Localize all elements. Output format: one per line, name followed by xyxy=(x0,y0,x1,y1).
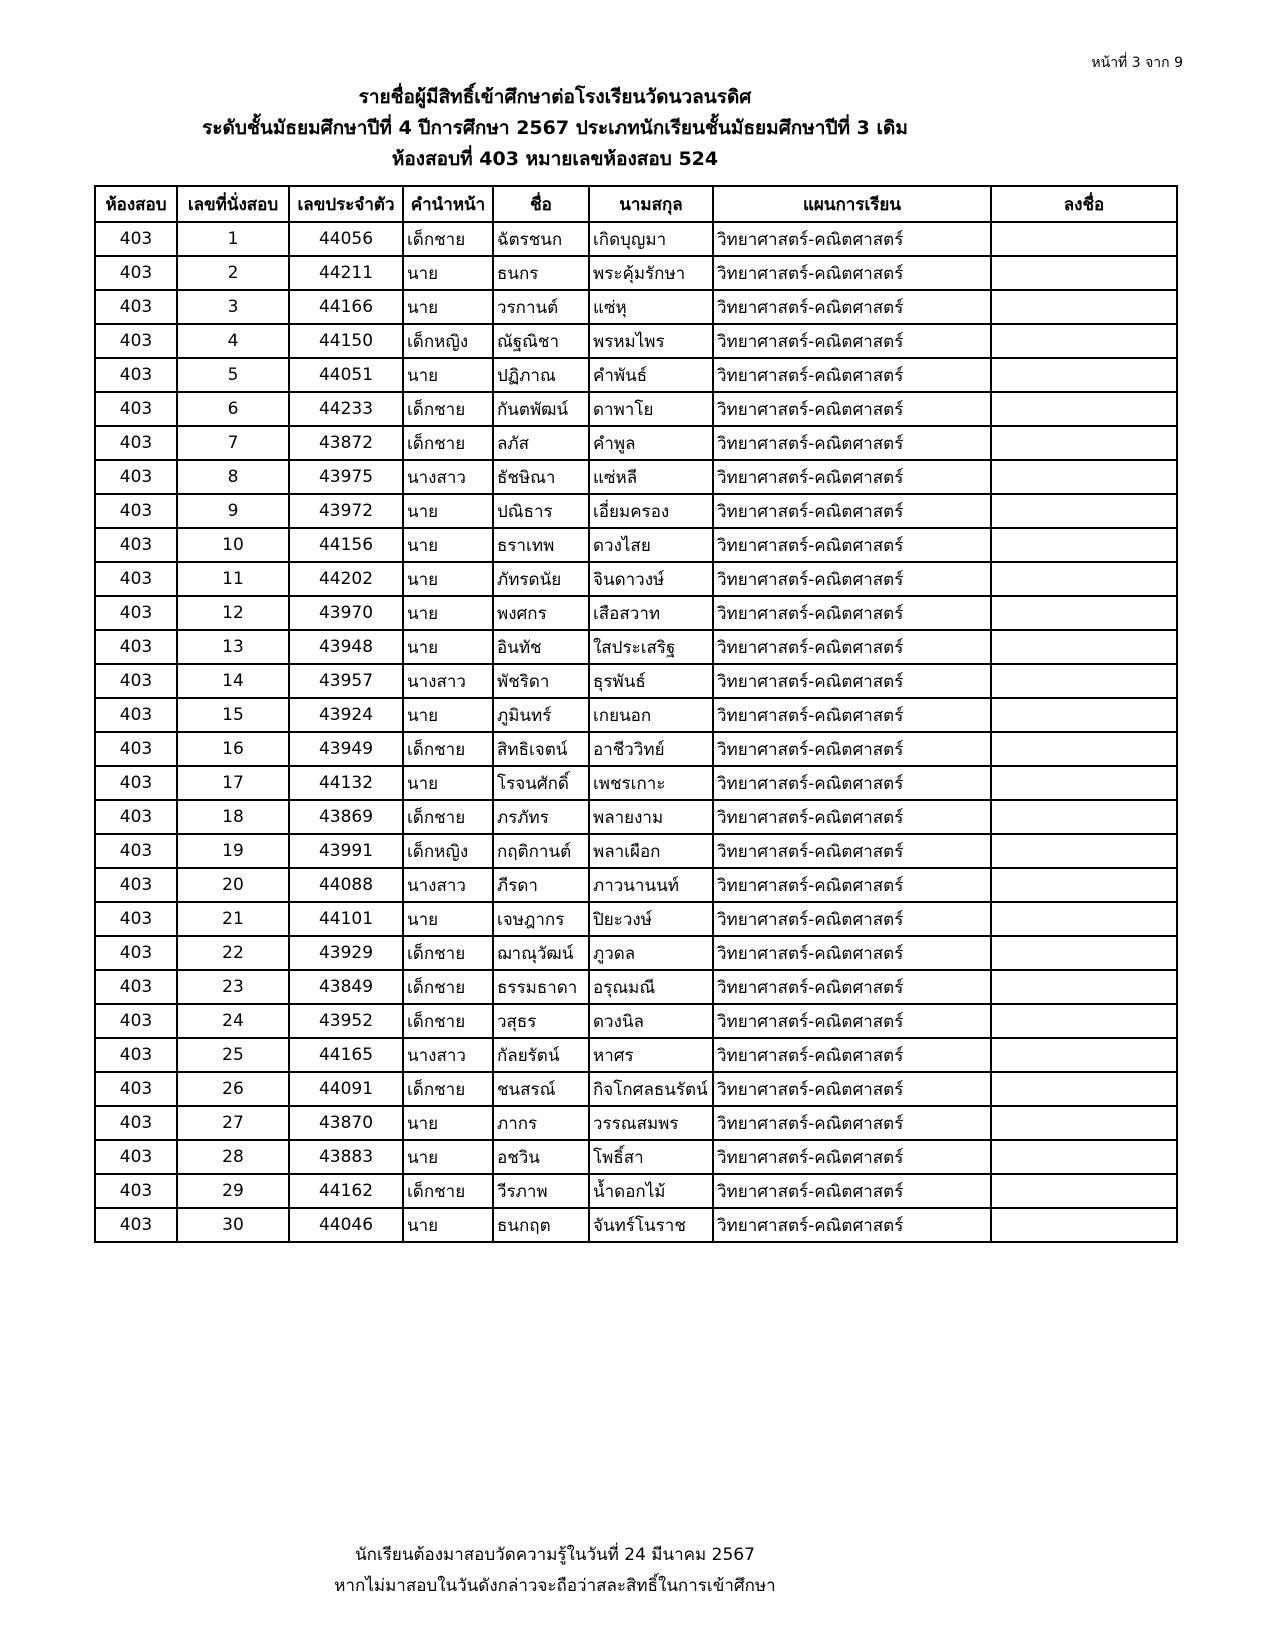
cell-seat-number: 2 xyxy=(177,256,289,290)
cell-signature xyxy=(991,494,1177,528)
cell-signature xyxy=(991,290,1177,324)
cell-study-plan: วิทยาศาสตร์-คณิตศาสตร์ xyxy=(713,868,991,902)
cell-signature xyxy=(991,1038,1177,1072)
cell-study-plan: วิทยาศาสตร์-คณิตศาสตร์ xyxy=(713,358,991,392)
cell-signature xyxy=(991,800,1177,834)
cell-first-name: ปฏิภาณ xyxy=(493,358,589,392)
table-row xyxy=(95,494,1177,528)
cell-first-name: ลภัส xyxy=(493,426,589,460)
cell-first-name: พัชริดา xyxy=(493,664,589,698)
cell-signature xyxy=(991,902,1177,936)
cell-prefix: นาย xyxy=(403,902,493,936)
cell-signature xyxy=(991,732,1177,766)
cell-seat-number: 19 xyxy=(177,834,289,868)
cell-last-name: เสือสวาท xyxy=(589,596,713,630)
cell-prefix: เด็กชาย xyxy=(403,1072,493,1106)
cell-student-id: 44162 xyxy=(289,1174,403,1208)
cell-exam-room: 403 xyxy=(95,834,177,868)
cell-first-name: ภรภัทร xyxy=(493,800,589,834)
cell-signature xyxy=(991,392,1177,426)
cell-exam-room: 403 xyxy=(95,392,177,426)
cell-seat-number: 5 xyxy=(177,358,289,392)
cell-seat-number: 29 xyxy=(177,1174,289,1208)
cell-prefix: เด็กชาย xyxy=(403,800,493,834)
cell-last-name: เอี่ยมครอง xyxy=(589,494,713,528)
cell-signature xyxy=(991,766,1177,800)
cell-prefix: นาย xyxy=(403,766,493,800)
cell-first-name: ชนสรณ์ xyxy=(493,1072,589,1106)
cell-seat-number: 1 xyxy=(177,222,289,256)
cell-seat-number: 15 xyxy=(177,698,289,732)
cell-study-plan: วิทยาศาสตร์-คณิตศาสตร์ xyxy=(713,630,991,664)
cell-last-name: ธุรพันธ์ xyxy=(589,664,713,698)
table-row xyxy=(95,596,1177,630)
cell-student-id: 44046 xyxy=(289,1208,403,1242)
cell-prefix: เด็กชาย xyxy=(403,426,493,460)
cell-first-name: ธนกฤต xyxy=(493,1208,589,1242)
header-student-id: เลขประจำตัว xyxy=(289,186,403,222)
document-subtitle: ระดับชั้นมัธยมศึกษาปีที่ 4 ปีการศึกษา 2567 ประเภทนักเรียนชั้นมัธยมศึกษาปีที่ 3 เดิม xyxy=(202,117,908,139)
cell-last-name: ดวงไสย xyxy=(589,528,713,562)
table-row xyxy=(95,222,1177,256)
cell-first-name: ภากร xyxy=(493,1106,589,1140)
cell-seat-number: 4 xyxy=(177,324,289,358)
footer-forfeit-note: หากไม่มาสอบในวันดังกล่าวจะถือว่าสละสิทธิ์ในการเข้าศึกษา xyxy=(334,1576,776,1596)
cell-study-plan: วิทยาศาสตร์-คณิตศาสตร์ xyxy=(713,1208,991,1242)
cell-student-id: 43870 xyxy=(289,1106,403,1140)
cell-last-name: พลายงาม xyxy=(589,800,713,834)
cell-exam-room: 403 xyxy=(95,494,177,528)
cell-student-id: 43869 xyxy=(289,800,403,834)
header-seat-number: เลขที่นั่งสอบ xyxy=(177,186,289,222)
cell-student-id: 44056 xyxy=(289,222,403,256)
cell-signature xyxy=(991,630,1177,664)
cell-study-plan: วิทยาศาสตร์-คณิตศาสตร์ xyxy=(713,936,991,970)
cell-first-name: เจษฎากร xyxy=(493,902,589,936)
table-row xyxy=(95,1208,1177,1242)
table-row xyxy=(95,324,1177,358)
cell-study-plan: วิทยาศาสตร์-คณิตศาสตร์ xyxy=(713,970,991,1004)
cell-first-name: กัลยรัตน์ xyxy=(493,1038,589,1072)
cell-student-id: 43957 xyxy=(289,664,403,698)
cell-prefix: นาย xyxy=(403,1106,493,1140)
cell-student-id: 43849 xyxy=(289,970,403,1004)
cell-last-name: ภาวนานนท์ xyxy=(589,868,713,902)
cell-exam-room: 403 xyxy=(95,324,177,358)
cell-signature xyxy=(991,970,1177,1004)
cell-first-name: ภูมินทร์ xyxy=(493,698,589,732)
cell-study-plan: วิทยาศาสตร์-คณิตศาสตร์ xyxy=(713,664,991,698)
cell-last-name: หาศร xyxy=(589,1038,713,1072)
cell-seat-number: 3 xyxy=(177,290,289,324)
cell-signature xyxy=(991,562,1177,596)
cell-exam-room: 403 xyxy=(95,698,177,732)
cell-seat-number: 23 xyxy=(177,970,289,1004)
cell-last-name: ปิยะวงษ์ xyxy=(589,902,713,936)
table-body xyxy=(95,222,1177,1242)
cell-student-id: 43972 xyxy=(289,494,403,528)
cell-prefix: นางสาว xyxy=(403,1038,493,1072)
cell-exam-room: 403 xyxy=(95,630,177,664)
table-row xyxy=(95,256,1177,290)
table-row xyxy=(95,630,1177,664)
cell-exam-room: 403 xyxy=(95,732,177,766)
cell-signature xyxy=(991,460,1177,494)
cell-seat-number: 13 xyxy=(177,630,289,664)
cell-last-name: อรุณมณี xyxy=(589,970,713,1004)
cell-exam-room: 403 xyxy=(95,290,177,324)
cell-last-name: ใสประเสริฐ xyxy=(589,630,713,664)
cell-prefix: นาย xyxy=(403,698,493,732)
cell-first-name: วสุธร xyxy=(493,1004,589,1038)
header-prefix: คำนำหน้า xyxy=(403,186,493,222)
cell-prefix: นาย xyxy=(403,596,493,630)
header-signature: ลงชื่อ xyxy=(991,186,1177,222)
table-row xyxy=(95,528,1177,562)
cell-signature xyxy=(991,426,1177,460)
cell-first-name: กฤติกานต์ xyxy=(493,834,589,868)
cell-study-plan: วิทยาศาสตร์-คณิตศาสตร์ xyxy=(713,596,991,630)
cell-study-plan: วิทยาศาสตร์-คณิตศาสตร์ xyxy=(713,800,991,834)
cell-exam-room: 403 xyxy=(95,1004,177,1038)
table-row xyxy=(95,1106,1177,1140)
cell-student-id: 43924 xyxy=(289,698,403,732)
cell-prefix: นาย xyxy=(403,1208,493,1242)
cell-student-id: 43975 xyxy=(289,460,403,494)
table-row xyxy=(95,970,1177,1004)
cell-student-id: 44051 xyxy=(289,358,403,392)
cell-study-plan: วิทยาศาสตร์-คณิตศาสตร์ xyxy=(713,324,991,358)
cell-first-name: วีรภาพ xyxy=(493,1174,589,1208)
cell-student-id: 44132 xyxy=(289,766,403,800)
cell-signature xyxy=(991,834,1177,868)
cell-prefix: นางสาว xyxy=(403,664,493,698)
cell-last-name: น้ำดอกไม้ xyxy=(589,1174,713,1208)
cell-seat-number: 24 xyxy=(177,1004,289,1038)
cell-prefix: นาย xyxy=(403,528,493,562)
cell-seat-number: 8 xyxy=(177,460,289,494)
cell-student-id: 43948 xyxy=(289,630,403,664)
cell-first-name: ธราเทพ xyxy=(493,528,589,562)
cell-exam-room: 403 xyxy=(95,1038,177,1072)
table-row xyxy=(95,392,1177,426)
cell-prefix: เด็กชาย xyxy=(403,222,493,256)
cell-study-plan: วิทยาศาสตร์-คณิตศาสตร์ xyxy=(713,698,991,732)
cell-seat-number: 14 xyxy=(177,664,289,698)
cell-last-name: กิจโกศลธนรัตน์ xyxy=(589,1072,713,1106)
table-row xyxy=(95,1140,1177,1174)
cell-seat-number: 30 xyxy=(177,1208,289,1242)
cell-student-id: 43949 xyxy=(289,732,403,766)
cell-signature xyxy=(991,358,1177,392)
cell-last-name: แซ่หลี xyxy=(589,460,713,494)
cell-prefix: เด็กชาย xyxy=(403,936,493,970)
cell-prefix: เด็กชาย xyxy=(403,1174,493,1208)
cell-first-name: อชวิน xyxy=(493,1140,589,1174)
cell-student-id: 44101 xyxy=(289,902,403,936)
cell-last-name: แซ่หุ xyxy=(589,290,713,324)
cell-first-name: ปณิธาร xyxy=(493,494,589,528)
table-row xyxy=(95,902,1177,936)
cell-signature xyxy=(991,324,1177,358)
cell-study-plan: วิทยาศาสตร์-คณิตศาสตร์ xyxy=(713,902,991,936)
cell-study-plan: วิทยาศาสตร์-คณิตศาสตร์ xyxy=(713,290,991,324)
cell-exam-room: 403 xyxy=(95,766,177,800)
cell-last-name: วรรณสมพร xyxy=(589,1106,713,1140)
cell-first-name: พงศกร xyxy=(493,596,589,630)
cell-exam-room: 403 xyxy=(95,426,177,460)
cell-exam-room: 403 xyxy=(95,528,177,562)
cell-seat-number: 22 xyxy=(177,936,289,970)
page-number: หน้าที่ 3 จาก 9 xyxy=(1091,55,1183,71)
cell-last-name: จันทร์โนราช xyxy=(589,1208,713,1242)
cell-study-plan: วิทยาศาสตร์-คณิตศาสตร์ xyxy=(713,392,991,426)
cell-student-id: 44233 xyxy=(289,392,403,426)
cell-last-name: โพธิ์สา xyxy=(589,1140,713,1174)
cell-last-name: อาชีววิทย์ xyxy=(589,732,713,766)
cell-student-id: 43883 xyxy=(289,1140,403,1174)
cell-last-name: พลาเผือก xyxy=(589,834,713,868)
cell-study-plan: วิทยาศาสตร์-คณิตศาสตร์ xyxy=(713,732,991,766)
cell-prefix: นางสาว xyxy=(403,868,493,902)
cell-student-id: 44165 xyxy=(289,1038,403,1072)
cell-prefix: เด็กชาย xyxy=(403,970,493,1004)
cell-seat-number: 26 xyxy=(177,1072,289,1106)
cell-student-id: 44150 xyxy=(289,324,403,358)
cell-prefix: นาย xyxy=(403,358,493,392)
cell-prefix: เด็กหญิง xyxy=(403,324,493,358)
cell-student-id: 44166 xyxy=(289,290,403,324)
cell-exam-room: 403 xyxy=(95,800,177,834)
cell-last-name: คำพันธ์ xyxy=(589,358,713,392)
cell-prefix: นาย xyxy=(403,562,493,596)
cell-prefix: เด็กชาย xyxy=(403,392,493,426)
cell-last-name: เกยนอก xyxy=(589,698,713,732)
cell-prefix: นาย xyxy=(403,1140,493,1174)
header-exam-room: ห้องสอบ xyxy=(95,186,177,222)
table-row xyxy=(95,698,1177,732)
cell-last-name: ดาพาโย xyxy=(589,392,713,426)
cell-signature xyxy=(991,1072,1177,1106)
cell-signature xyxy=(991,528,1177,562)
cell-study-plan: วิทยาศาสตร์-คณิตศาสตร์ xyxy=(713,222,991,256)
cell-exam-room: 403 xyxy=(95,358,177,392)
cell-first-name: อินทัช xyxy=(493,630,589,664)
cell-study-plan: วิทยาศาสตร์-คณิตศาสตร์ xyxy=(713,766,991,800)
cell-exam-room: 403 xyxy=(95,1106,177,1140)
cell-seat-number: 28 xyxy=(177,1140,289,1174)
table-row xyxy=(95,460,1177,494)
cell-last-name: ภูวดล xyxy=(589,936,713,970)
table-row xyxy=(95,936,1177,970)
header-last-name: นามสกุล xyxy=(589,186,713,222)
cell-signature xyxy=(991,868,1177,902)
table-row xyxy=(95,1004,1177,1038)
cell-signature xyxy=(991,222,1177,256)
cell-seat-number: 7 xyxy=(177,426,289,460)
cell-last-name: คำพูล xyxy=(589,426,713,460)
cell-seat-number: 12 xyxy=(177,596,289,630)
cell-exam-room: 403 xyxy=(95,936,177,970)
cell-prefix: นางสาว xyxy=(403,460,493,494)
cell-study-plan: วิทยาศาสตร์-คณิตศาสตร์ xyxy=(713,1174,991,1208)
cell-prefix: เด็กชาย xyxy=(403,1004,493,1038)
table-row xyxy=(95,562,1177,596)
cell-study-plan: วิทยาศาสตร์-คณิตศาสตร์ xyxy=(713,834,991,868)
cell-last-name: เพชรเกาะ xyxy=(589,766,713,800)
cell-seat-number: 18 xyxy=(177,800,289,834)
cell-signature xyxy=(991,1004,1177,1038)
cell-signature xyxy=(991,1174,1177,1208)
cell-exam-room: 403 xyxy=(95,256,177,290)
cell-exam-room: 403 xyxy=(95,1072,177,1106)
cell-study-plan: วิทยาศาสตร์-คณิตศาสตร์ xyxy=(713,494,991,528)
cell-first-name: โรจนศักดิ์ xyxy=(493,766,589,800)
cell-study-plan: วิทยาศาสตร์-คณิตศาสตร์ xyxy=(713,1004,991,1038)
cell-student-id: 44088 xyxy=(289,868,403,902)
table-row xyxy=(95,1038,1177,1072)
cell-prefix: เด็กหญิง xyxy=(403,834,493,868)
cell-seat-number: 16 xyxy=(177,732,289,766)
cell-signature xyxy=(991,936,1177,970)
cell-student-id: 43991 xyxy=(289,834,403,868)
cell-first-name: สิทธิเจตน์ xyxy=(493,732,589,766)
cell-seat-number: 27 xyxy=(177,1106,289,1140)
cell-first-name: วรกานต์ xyxy=(493,290,589,324)
header-first-name: ชื่อ xyxy=(493,186,589,222)
cell-first-name: ธนกร xyxy=(493,256,589,290)
cell-student-id: 44202 xyxy=(289,562,403,596)
cell-last-name: พระคุ้มรักษา xyxy=(589,256,713,290)
cell-study-plan: วิทยาศาสตร์-คณิตศาสตร์ xyxy=(713,426,991,460)
cell-student-id: 43929 xyxy=(289,936,403,970)
table-row xyxy=(95,868,1177,902)
cell-exam-room: 403 xyxy=(95,562,177,596)
table-row xyxy=(95,358,1177,392)
student-roster-table xyxy=(94,185,1178,1243)
cell-seat-number: 21 xyxy=(177,902,289,936)
cell-prefix: เด็กชาย xyxy=(403,732,493,766)
cell-exam-room: 403 xyxy=(95,970,177,1004)
cell-last-name: ดวงนิล xyxy=(589,1004,713,1038)
table-row xyxy=(95,834,1177,868)
cell-first-name: ธรรมธาดา xyxy=(493,970,589,1004)
cell-exam-room: 403 xyxy=(95,596,177,630)
cell-exam-room: 403 xyxy=(95,1140,177,1174)
table-row xyxy=(95,732,1177,766)
cell-student-id: 43970 xyxy=(289,596,403,630)
footer-exam-date: นักเรียนต้องมาสอบวัดความรู้ในวันที่ 24 มีนาคม 2567 xyxy=(355,1545,755,1565)
table-header-row xyxy=(95,186,1177,222)
cell-study-plan: วิทยาศาสตร์-คณิตศาสตร์ xyxy=(713,1106,991,1140)
cell-seat-number: 10 xyxy=(177,528,289,562)
cell-signature xyxy=(991,1140,1177,1174)
cell-exam-room: 403 xyxy=(95,1174,177,1208)
cell-student-id: 44091 xyxy=(289,1072,403,1106)
exam-room-title: ห้องสอบที่ 403 หมายเลขห้องสอบ 524 xyxy=(391,148,719,170)
cell-study-plan: วิทยาศาสตร์-คณิตศาสตร์ xyxy=(713,1072,991,1106)
cell-last-name: เกิดบุญมา xyxy=(589,222,713,256)
cell-prefix: นาย xyxy=(403,494,493,528)
cell-exam-room: 403 xyxy=(95,902,177,936)
cell-study-plan: วิทยาศาสตร์-คณิตศาสตร์ xyxy=(713,1140,991,1174)
cell-exam-room: 403 xyxy=(95,868,177,902)
cell-signature xyxy=(991,664,1177,698)
cell-signature xyxy=(991,1208,1177,1242)
cell-seat-number: 25 xyxy=(177,1038,289,1072)
cell-study-plan: วิทยาศาสตร์-คณิตศาสตร์ xyxy=(713,460,991,494)
cell-seat-number: 6 xyxy=(177,392,289,426)
cell-exam-room: 403 xyxy=(95,664,177,698)
cell-student-id: 44211 xyxy=(289,256,403,290)
footer-note xyxy=(0,1540,1110,1602)
cell-exam-room: 403 xyxy=(95,1208,177,1242)
cell-student-id: 44156 xyxy=(289,528,403,562)
cell-exam-room: 403 xyxy=(95,222,177,256)
cell-last-name: พรหมไพร xyxy=(589,324,713,358)
cell-seat-number: 11 xyxy=(177,562,289,596)
table-row xyxy=(95,1174,1177,1208)
table-row xyxy=(95,290,1177,324)
cell-prefix: นาย xyxy=(403,256,493,290)
cell-student-id: 43952 xyxy=(289,1004,403,1038)
cell-last-name: จินดาวงษ์ xyxy=(589,562,713,596)
table-row xyxy=(95,1072,1177,1106)
document-title: รายชื่อผู้มีสิทธิ์เข้าศึกษาต่อโรงเรียนวัดนวลนรดิศ xyxy=(358,86,752,108)
cell-signature xyxy=(991,1106,1177,1140)
cell-study-plan: วิทยาศาสตร์-คณิตศาสตร์ xyxy=(713,1038,991,1072)
cell-study-plan: วิทยาศาสตร์-คณิตศาสตร์ xyxy=(713,562,991,596)
cell-seat-number: 17 xyxy=(177,766,289,800)
cell-signature xyxy=(991,256,1177,290)
cell-prefix: นาย xyxy=(403,290,493,324)
cell-exam-room: 403 xyxy=(95,460,177,494)
table-row xyxy=(95,766,1177,800)
cell-first-name: ภัทรดนัย xyxy=(493,562,589,596)
cell-student-id: 43872 xyxy=(289,426,403,460)
cell-signature xyxy=(991,698,1177,732)
table-row xyxy=(95,426,1177,460)
cell-seat-number: 20 xyxy=(177,868,289,902)
cell-first-name: ฉัตรชนก xyxy=(493,222,589,256)
cell-study-plan: วิทยาศาสตร์-คณิตศาสตร์ xyxy=(713,256,991,290)
cell-first-name: กันตพัฒน์ xyxy=(493,392,589,426)
document-header xyxy=(0,82,1110,175)
cell-first-name: ฌาณุวัฒน์ xyxy=(493,936,589,970)
table-row xyxy=(95,800,1177,834)
cell-prefix: นาย xyxy=(403,630,493,664)
cell-study-plan: วิทยาศาสตร์-คณิตศาสตร์ xyxy=(713,528,991,562)
cell-first-name: ธัชษิณา xyxy=(493,460,589,494)
cell-first-name: ภีรดา xyxy=(493,868,589,902)
table-row xyxy=(95,664,1177,698)
cell-first-name: ณัฐณิชา xyxy=(493,324,589,358)
cell-signature xyxy=(991,596,1177,630)
header-study-plan: แผนการเรียน xyxy=(713,186,991,222)
cell-seat-number: 9 xyxy=(177,494,289,528)
